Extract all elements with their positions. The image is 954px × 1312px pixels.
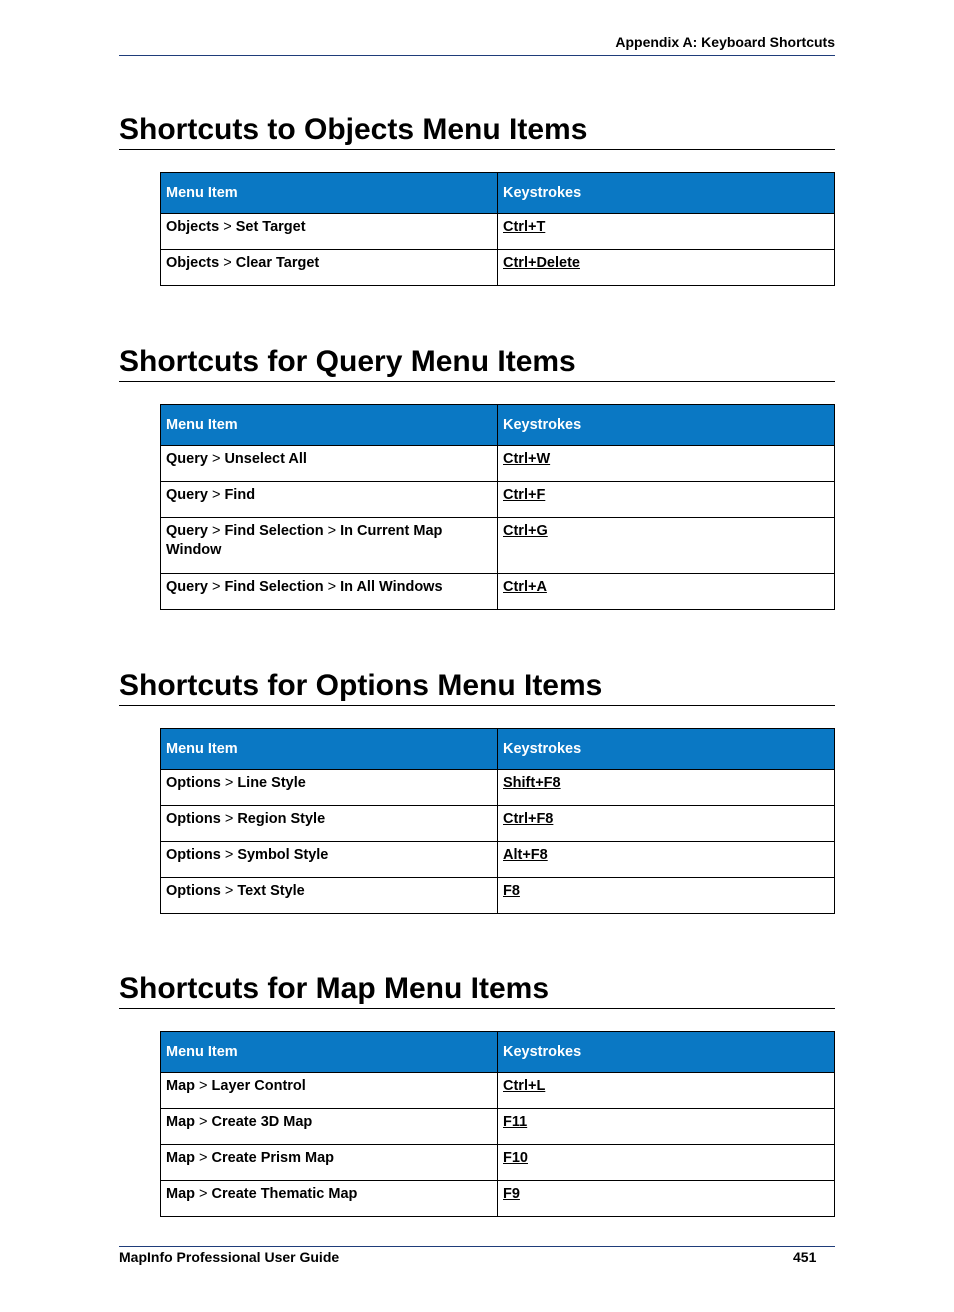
keystroke-link[interactable]: Ctrl+W <box>503 451 551 467</box>
path-separator: > <box>224 811 234 827</box>
menu-name: Query <box>166 451 208 467</box>
menu-item-name: Create Thematic Map <box>211 1186 358 1202</box>
column-header-keystrokes: Keystrokes <box>498 1032 835 1073</box>
keystroke-link[interactable]: Ctrl+Delete <box>503 255 580 271</box>
table-row <box>161 446 835 482</box>
menu-path-cell <box>161 1109 498 1145</box>
menu-item-name: Find <box>224 487 256 503</box>
menu-item-name: Symbol Style <box>237 847 329 863</box>
keystroke-link[interactable]: F9 <box>503 1186 520 1202</box>
menu-path-cell <box>161 842 498 878</box>
table-header-row <box>161 173 835 214</box>
menu-item-name: Text Style <box>237 883 305 899</box>
keystroke-cell <box>498 878 835 914</box>
table-row <box>161 878 835 914</box>
path-separator: > <box>224 847 234 863</box>
menu-item-name: Clear Target <box>235 255 320 271</box>
menu-path-cell <box>161 1145 498 1181</box>
keystroke-link[interactable]: Ctrl+T <box>503 219 546 235</box>
table-row <box>161 1073 835 1109</box>
keystroke-cell <box>498 1109 835 1145</box>
menu-item-name: Unselect All <box>224 451 307 467</box>
section-options <box>119 669 835 899</box>
column-header-keystrokes: Keystrokes <box>498 405 835 446</box>
table-row <box>161 1109 835 1145</box>
table-row <box>161 770 835 806</box>
menu-name: Map <box>166 1078 195 1094</box>
section-title: Shortcuts for Map Menu Items <box>119 972 835 1009</box>
keystroke-link[interactable]: Ctrl+L <box>503 1078 546 1094</box>
section-query <box>119 345 835 595</box>
keystroke-cell <box>498 214 835 250</box>
table-row <box>161 1145 835 1181</box>
menu-name: Map <box>166 1150 195 1166</box>
table-row <box>161 250 835 286</box>
table-row <box>161 518 835 574</box>
column-header-menu-item: Menu Item <box>161 405 498 446</box>
submenu-item-name: In Current Map Window <box>166 523 443 558</box>
path-separator: > <box>224 775 234 791</box>
path-separator: > <box>327 579 337 595</box>
path-separator: > <box>199 1150 208 1166</box>
menu-name: Map <box>166 1114 195 1130</box>
menu-item-name: Create 3D Map <box>211 1114 313 1130</box>
table-row <box>161 482 835 518</box>
menu-item-name: Region Style <box>237 811 326 827</box>
menu-name: Query <box>166 523 208 539</box>
keystroke-cell <box>498 574 835 610</box>
path-separator: > <box>211 451 221 467</box>
menu-path-cell <box>161 770 498 806</box>
path-separator: > <box>223 219 232 235</box>
path-separator: > <box>211 523 221 539</box>
keystroke-link[interactable]: Ctrl+F8 <box>503 811 554 827</box>
menu-path-cell <box>161 806 498 842</box>
menu-name: Objects <box>166 255 220 271</box>
menu-item-name: Set Target <box>235 219 306 235</box>
path-separator: > <box>199 1078 208 1094</box>
menu-name: Options <box>166 883 221 899</box>
keystroke-cell <box>498 842 835 878</box>
section-title: Shortcuts to Objects Menu Items <box>119 113 835 150</box>
keystroke-link[interactable]: Ctrl+A <box>503 579 547 595</box>
table-row <box>161 806 835 842</box>
menu-name: Map <box>166 1186 195 1202</box>
menu-name: Query <box>166 487 208 503</box>
table-row <box>161 214 835 250</box>
menu-name: Options <box>166 847 221 863</box>
running-header: Appendix A: Keyboard Shortcuts <box>615 34 835 50</box>
shortcut-table <box>160 1031 835 1217</box>
menu-path-cell <box>161 878 498 914</box>
header-rule <box>119 55 835 56</box>
path-separator: > <box>199 1186 208 1202</box>
footer-rule <box>119 1246 835 1247</box>
keystroke-cell <box>498 482 835 518</box>
table-header-row <box>161 405 835 446</box>
column-header-menu-item: Menu Item <box>161 1032 498 1073</box>
section-objects <box>119 113 835 271</box>
keystroke-link[interactable]: Ctrl+G <box>503 523 548 539</box>
menu-path-cell <box>161 446 498 482</box>
footer-title: MapInfo Professional User Guide <box>119 1249 340 1265</box>
section-map <box>119 972 835 1202</box>
table-row <box>161 842 835 878</box>
column-header-menu-item: Menu Item <box>161 173 498 214</box>
menu-name: Options <box>166 811 221 827</box>
keystroke-cell <box>498 250 835 286</box>
keystroke-cell <box>498 446 835 482</box>
path-separator: > <box>199 1114 208 1130</box>
menu-name: Options <box>166 775 221 791</box>
keystroke-cell <box>498 1073 835 1109</box>
menu-path-cell <box>161 1073 498 1109</box>
menu-path-cell <box>161 250 498 286</box>
menu-item-name: Line Style <box>237 775 306 791</box>
keystroke-cell <box>498 518 835 574</box>
submenu-item-name: In All Windows <box>340 579 443 595</box>
path-separator: > <box>223 255 232 271</box>
menu-item-name: Find Selection <box>224 523 324 539</box>
menu-path-cell <box>161 1181 498 1217</box>
section-title: Shortcuts for Query Menu Items <box>119 345 835 382</box>
keystroke-cell <box>498 1181 835 1217</box>
menu-path-cell <box>161 518 498 574</box>
menu-path-cell <box>161 214 498 250</box>
keystroke-link[interactable]: Alt+F8 <box>503 847 548 863</box>
path-separator: > <box>327 523 337 539</box>
menu-item-name: Create Prism Map <box>211 1150 335 1166</box>
table-header-row <box>161 1032 835 1073</box>
table-header-row <box>161 729 835 770</box>
column-header-keystrokes: Keystrokes <box>498 173 835 214</box>
shortcut-table <box>160 404 835 610</box>
menu-name: Query <box>166 579 208 595</box>
menu-name: Objects <box>166 219 220 235</box>
shortcut-table <box>160 728 835 914</box>
keystroke-cell <box>498 806 835 842</box>
keystroke-link[interactable]: F10 <box>503 1150 528 1166</box>
table-row <box>161 1181 835 1217</box>
keystroke-link[interactable]: Ctrl+F <box>503 487 546 503</box>
shortcut-table <box>160 172 835 286</box>
keystroke-cell <box>498 1145 835 1181</box>
column-header-menu-item: Menu Item <box>161 729 498 770</box>
menu-path-cell <box>161 574 498 610</box>
path-separator: > <box>224 883 234 899</box>
keystroke-link[interactable]: F8 <box>503 883 520 899</box>
path-separator: > <box>211 487 221 503</box>
keystroke-cell <box>498 770 835 806</box>
path-separator: > <box>211 579 221 595</box>
menu-item-name: Find Selection <box>224 579 324 595</box>
keystroke-link[interactable]: Shift+F8 <box>503 775 561 791</box>
menu-item-name: Layer Control <box>211 1078 306 1094</box>
menu-path-cell <box>161 482 498 518</box>
column-header-keystrokes: Keystrokes <box>498 729 835 770</box>
page-number: 451 <box>793 1249 817 1265</box>
keystroke-link[interactable]: F11 <box>503 1114 528 1130</box>
section-title: Shortcuts for Options Menu Items <box>119 669 835 706</box>
table-row <box>161 574 835 610</box>
